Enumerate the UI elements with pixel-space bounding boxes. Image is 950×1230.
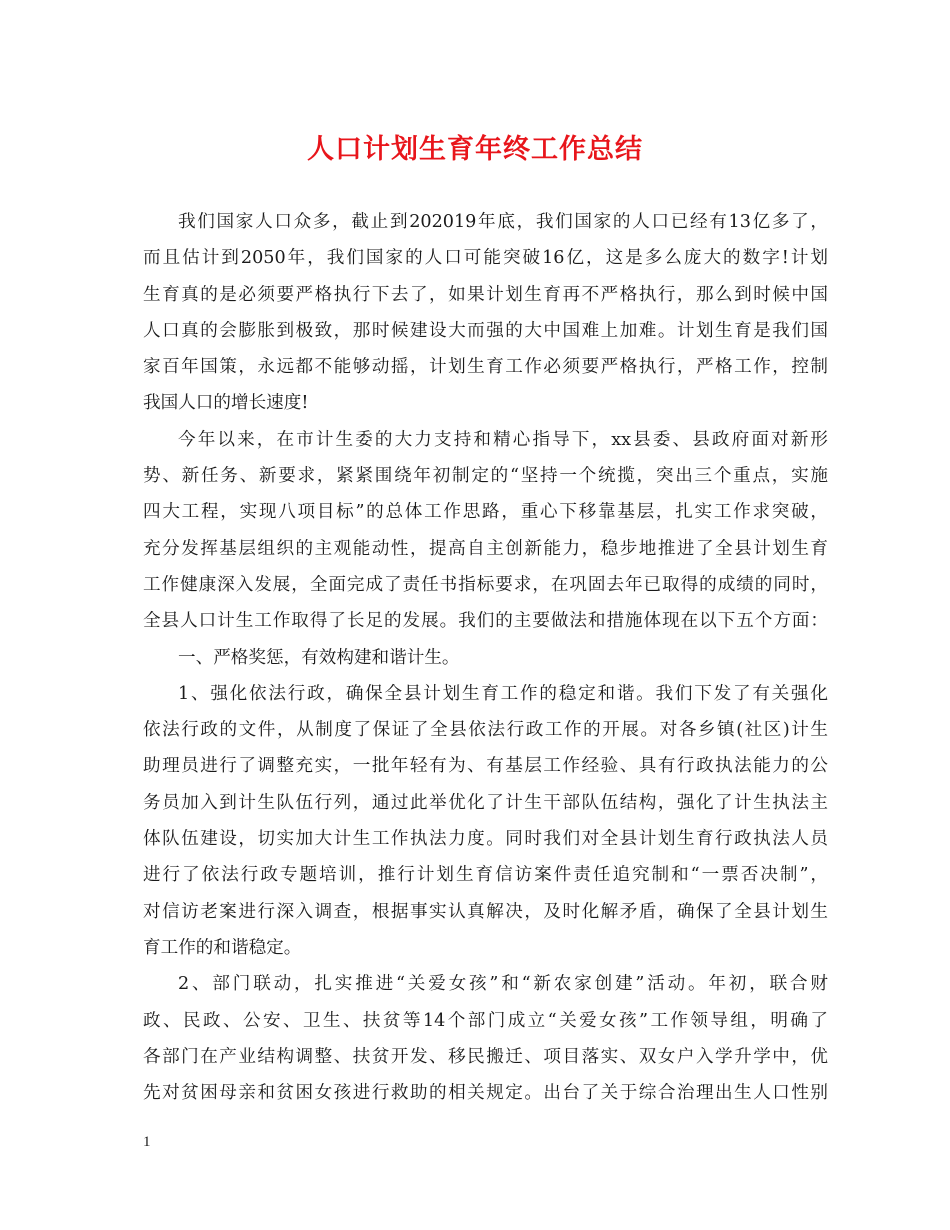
text-line: 育工作的和谐稳定。 xyxy=(143,937,302,958)
text-line: 而且估计到2050年，我们国家的人口可能突破16亿，这是多么庞大的数字!计划 xyxy=(143,248,828,269)
text-line: 充分发挥基层组织的主观能动性，提高自主创新能力，稳步地推进了全县计划生育 xyxy=(143,538,828,559)
text-line: 一、严格奖惩，有效构建和谐计生。 xyxy=(178,647,460,668)
text-line: 进行了依法行政专题培训，推行计划生育信访案件责任追究制和“一票否决制”， xyxy=(143,865,828,886)
document-body xyxy=(143,204,828,1111)
text-line: 先对贫困母亲和贫困女孩进行救助的相关规定。出台了关于综合治理出生人口性别 xyxy=(143,1083,828,1104)
document-title: 人口计划生育年终工作总结 xyxy=(307,134,643,165)
text-line: 我们国家人口众多，截止到202019年底，我们国家的人口已经有13亿多了， xyxy=(178,212,828,232)
page-number: 1 xyxy=(143,1134,151,1150)
text-line: 务员加入到计生队伍行列，通过此举优化了计生干部队伍结构，强化了计生执法主 xyxy=(143,792,828,813)
text-line: 人口真的会膨胀到极致，那时候建设大而强的大中国难上加难。计划生育是我们国 xyxy=(143,320,828,341)
text-line: 依法行政的文件，从制度了保证了全县依法行政工作的开展。对各乡镇(社区)计生 xyxy=(143,720,828,741)
text-line: 家百年国策，永远都不能够动摇，计划生育工作必须要严格执行，严格工作，控制 xyxy=(143,357,828,378)
text-line: 1、强化依法行政，确保全县计划生育工作的稳定和谐。我们下发了有关强化 xyxy=(178,683,828,704)
text-line: 体队伍建设，切实加大计生工作执法力度。同时我们对全县计划生育行政执法人员 xyxy=(143,829,828,850)
text-line: 今年以来，在市计生委的大力支持和精心指导下，xx县委、县政府面对新形 xyxy=(178,429,828,450)
text-line: 我国人口的增长速度! xyxy=(143,393,309,414)
text-line: 四大工程，实现八项目标”的总体工作思路，重心下移靠基层，扎实工作求突破， xyxy=(143,502,828,523)
text-line: 助理员进行了调整充实，一批年轻有为、有基层工作经验、具有行政执法能力的公 xyxy=(143,756,828,777)
text-line: 工作健康深入发展，全面完成了责任书指标要求，在巩固去年已取得的成绩的同时， xyxy=(143,574,828,595)
text-line: 全县人口计生工作取得了长足的发展。我们的主要做法和措施体现在以下五个方面： xyxy=(143,611,828,632)
text-line: 生育真的是必须要严格执行下去了，如果计划生育再不严格执行，那么到时候中国 xyxy=(143,284,828,305)
text-line: 对信访老案进行深入调查，根据事实认真解决，及时化解矛盾，确保了全县计划生 xyxy=(143,901,828,922)
text-line: 势、新任务、新要求，紧紧围绕年初制定的“坚持一个统揽，突出三个重点，实施 xyxy=(143,466,828,487)
text-line: 2、部门联动，扎实推进“关爱女孩”和“新农家创建”活动。年初，联合财 xyxy=(178,974,828,995)
text-line: 政、民政、公安、卫生、扶贫等14个部门成立“关爱女孩”工作领导组，明确了 xyxy=(143,1010,828,1031)
text-line: 各部门在产业结构调整、扶贫开发、移民搬迁、项目落实、双女户入学升学中，优 xyxy=(143,1046,828,1067)
